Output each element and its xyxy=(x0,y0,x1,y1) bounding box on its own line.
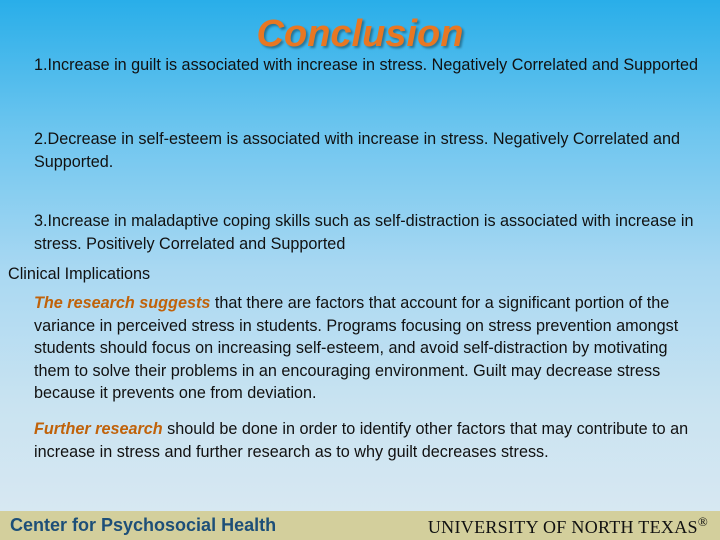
conclusion-point-3: 3.Increase in maladaptive coping skills such as self-distraction is associated with increase in stress. Positively Correlated and Supported xyxy=(34,212,694,253)
implication-2-highlight: Further research xyxy=(34,420,163,438)
footer-bar xyxy=(0,511,720,540)
implication-1-text: that there are factors that account for a significant portion of the variance in perceived stress in students. Programs focusing on stress prevention amongst students should focus on increasing self-esteem, and avoid self-distraction by motivating them to solve their problems in an encouraging environment. Guilt may decrease stress because it prevents one from deviation. xyxy=(34,294,679,402)
conclusion-point-1: 1.Increase in guilt is associated with increase in stress. Negatively Correlated and Supported xyxy=(34,56,699,74)
section-heading: Clinical Implications xyxy=(8,265,151,283)
trademark-mark: ® xyxy=(697,514,708,529)
university-logo xyxy=(428,514,708,538)
implication-2-text: should be done in order to identify other factors that may contribute to an increase in stress and further research as to why guilt decreases stress. xyxy=(34,420,689,461)
slide-title: Conclusion xyxy=(256,13,464,55)
implication-2 xyxy=(34,418,699,463)
center-name: Center for Psychosocial Health xyxy=(10,515,277,535)
university-name: UNIVERSITY OF NORTH TEXAS xyxy=(427,517,698,537)
implication-1 xyxy=(34,292,699,405)
conclusion-point-2: 2.Decrease in self-esteem is associated with increase in stress. Negatively Correlated and Supported. xyxy=(34,130,680,171)
implication-1-highlight: The research suggests xyxy=(34,294,211,312)
